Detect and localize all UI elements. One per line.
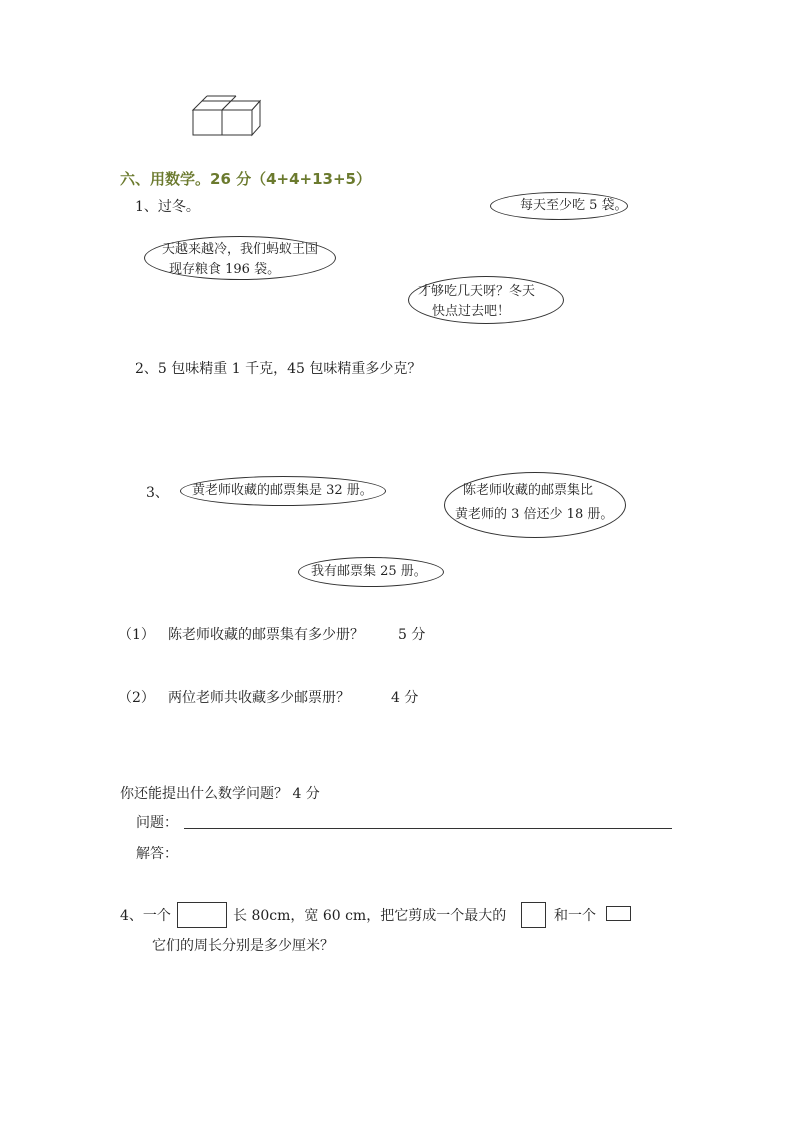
section-six-heading: 六、用数学。26 分（4+4+13+5） xyxy=(120,170,371,188)
question-answer-line[interactable] xyxy=(184,828,672,829)
bubble-ant-line2: 现存粮食 196 袋。 xyxy=(169,262,281,277)
bubble-me-text: 我有邮票集 25 册。 xyxy=(311,564,427,579)
bubble-daily-text: 每天至少吃 5 袋。 xyxy=(520,198,628,213)
bubble-chen-line1: 陈老师收藏的邮票集比 xyxy=(463,483,594,498)
q3-sub1-score: 5 分 xyxy=(398,627,426,643)
question-label: 问题： xyxy=(136,815,178,831)
cube-figure xyxy=(188,94,264,140)
answer-label: 解答： xyxy=(136,846,178,862)
rectangle-shape xyxy=(177,902,227,928)
bubble-chen-line2: 黄老师的 3 倍还少 18 册。 xyxy=(455,507,614,522)
square-shape xyxy=(521,902,546,928)
q3-sub2-text: 两位老师共收藏多少邮票册？ xyxy=(168,690,350,706)
q4-mid-text: 长 80cm，宽 60 cm，把它剪成一个最大的 xyxy=(233,908,507,924)
small-rectangle-shape xyxy=(606,906,631,921)
q2-text: 2、5 包味精重 1 千克，45 包味精重多少克？ xyxy=(135,361,422,377)
q4-prefix: 4、一个 xyxy=(120,908,171,924)
bubble-question-line1: 才够吃几天呀？冬天 xyxy=(418,284,536,299)
q1-label: 1、过冬。 xyxy=(135,199,200,215)
q3-sub1-text: 陈老师收藏的邮票集有多少册？ xyxy=(168,627,364,643)
bubble-ant-line1: 天越来越冷，我们蚂蚁王国 xyxy=(162,242,319,257)
bubble-question-line2: 快点过去吧！ xyxy=(432,304,511,319)
q3-sub1-number: （1） xyxy=(118,627,155,643)
bubble-huang-text: 黄老师收藏的邮票集是 32 册。 xyxy=(192,483,373,498)
q3-sub2-score: 4 分 xyxy=(391,690,419,706)
q3-sub2-number: （2） xyxy=(118,690,155,706)
q4-line2: 它们的周长分别是多少厘米？ xyxy=(152,938,334,954)
q3-extra-prompt: 你还能提出什么数学问题？ 4 分 xyxy=(120,786,320,802)
q3-label: 3、 xyxy=(146,485,169,501)
q4-and-one: 和一个 xyxy=(554,908,596,924)
